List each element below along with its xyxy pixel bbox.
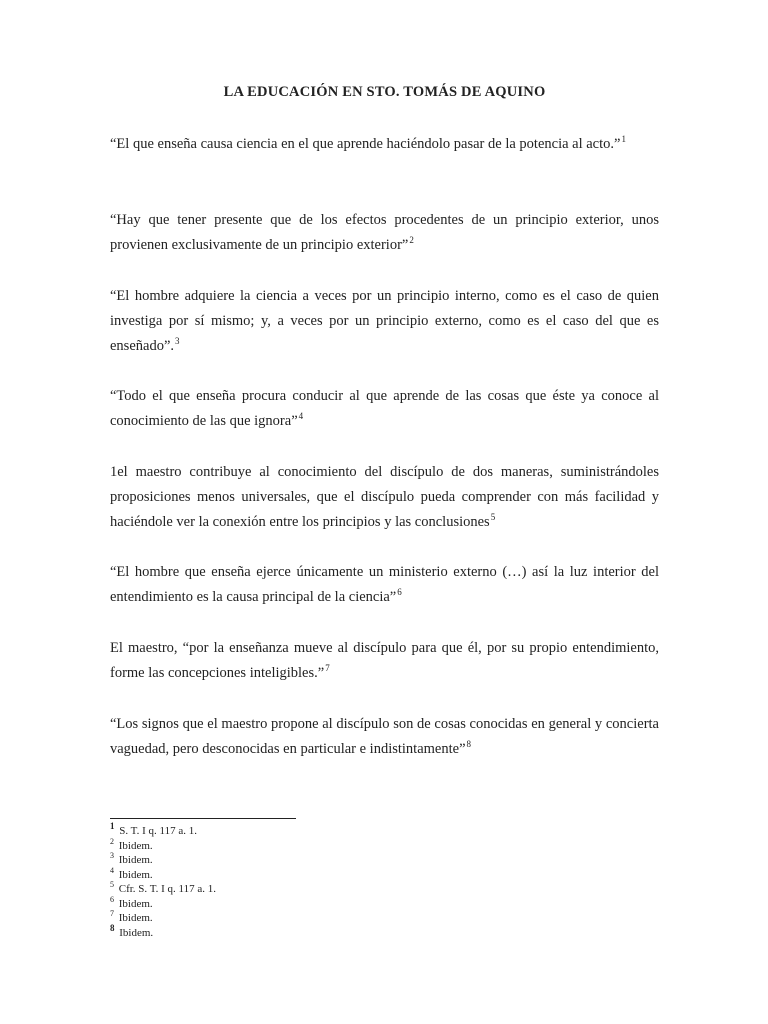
- footnote-ref: 6: [397, 587, 402, 598]
- paragraph-text: 1el maestro contribuye al conocimiento del discípulo de dos maneras, suministrándoles proposiciones menos universales, que el discípulo pueda comprender con más facilidad y haciéndole ver la conexión entre los principios y las conclusiones: [110, 464, 659, 530]
- footnote-ref: 2: [409, 235, 414, 246]
- footnote-ref: 8: [466, 739, 472, 750]
- footnote-separator: [110, 818, 296, 819]
- paragraph-6: [110, 560, 659, 610]
- footnote-item: [110, 821, 510, 839]
- footnote-text: Ibidem.: [119, 926, 154, 939]
- footnote-text: Ibidem.: [118, 897, 153, 910]
- paragraph-4: [110, 384, 659, 434]
- footnote-item: [110, 894, 510, 912]
- footnote-number: 2: [110, 836, 114, 846]
- footnote-number: 4: [110, 865, 114, 875]
- paragraph-text: “Hay que tener presente que de los efectos procedentes de un principio exterior, unos provienen exclusivamente de un principio exterior”: [110, 212, 659, 253]
- footnote-item: [110, 865, 510, 883]
- footnote-ref: 1: [621, 134, 626, 145]
- footnote-text: Ibidem.: [118, 868, 153, 881]
- footnote-item: [110, 882, 510, 897]
- footnote-text: Cfr. S. T. I q. 117 a. 1.: [118, 883, 217, 895]
- paragraph-5: [110, 460, 659, 535]
- footnotes: [110, 821, 510, 940]
- footnote-number: 7: [110, 909, 114, 919]
- paragraph-3: [110, 284, 659, 359]
- footnote-item: [110, 922, 510, 941]
- footnote-text: Ibidem.: [118, 912, 153, 924]
- footnote-ref: 7: [325, 663, 330, 674]
- footnote-item: [110, 836, 510, 854]
- paragraph-text: El maestro, “por la enseñanza mueve al discípulo para que él, por su propio entendimiento, forme las concepciones inteligibles.”: [110, 640, 659, 681]
- paragraph-text: “El que enseña causa ciencia en el que aprende haciéndolo pasar de la potencia al acto.”: [110, 136, 621, 152]
- footnote-text: Ibidem.: [118, 839, 153, 852]
- footnote-number: 6: [110, 894, 114, 904]
- footnote-item: [110, 911, 510, 926]
- footnote-ref: 5: [490, 512, 496, 523]
- footnote-item: [110, 853, 510, 868]
- footnote-ref: 3: [175, 336, 180, 347]
- footnote-ref: 4: [298, 411, 304, 422]
- footnote-number: 1: [110, 821, 115, 832]
- paragraph-7: [110, 636, 659, 686]
- paragraph-8: [110, 712, 659, 762]
- footnote-text: Ibidem.: [118, 854, 153, 866]
- paragraph-text: “El hombre que enseña ejerce únicamente un ministerio externo (…) así la luz interior del entendimiento es la causa principal de la ciencia”: [110, 564, 659, 605]
- footnote-text: S. T. I q. 117 a. 1.: [119, 825, 197, 837]
- footnote-number: 5: [110, 880, 114, 890]
- paragraph-2: [110, 208, 659, 258]
- paragraph-1: [110, 132, 659, 157]
- footnote-number: 3: [110, 851, 114, 861]
- paragraph-text: “Todo el que enseña procura conducir al que aprende de las cosas que éste ya conoce al conocimiento de las que ignora”: [110, 388, 659, 429]
- paragraph-text: “Los signos que el maestro propone al discípulo son de cosas conocidas en general y concierta vaguedad, pero desconocidas en particular e indistintamente”: [110, 716, 659, 757]
- paragraph-text: “El hombre adquiere la ciencia a veces por un principio interno, como es el caso de quien investiga por sí mismo; y, a veces por un principio externo, como es el caso del que es enseñado”.: [110, 288, 659, 354]
- document-title: LA EDUCACIÓN EN STO. TOMÁS DE AQUINO: [223, 84, 546, 100]
- footnote-number: 8: [110, 922, 115, 933]
